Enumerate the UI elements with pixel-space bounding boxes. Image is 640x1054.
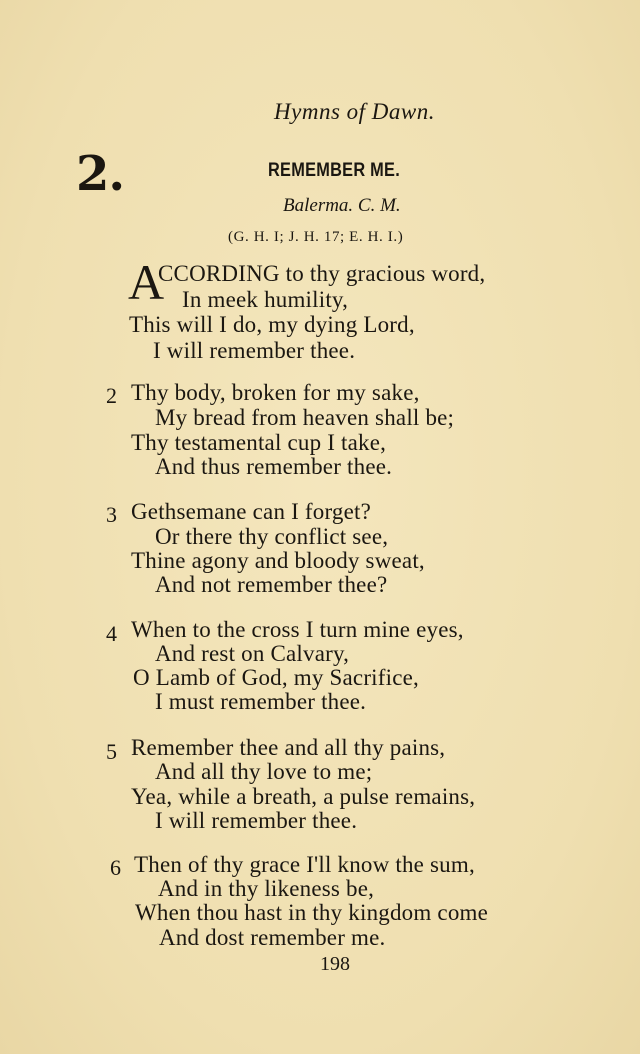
drop-cap: A	[128, 254, 165, 310]
verse-line: Then of thy grace I'll know the sum,	[134, 852, 475, 877]
hymn-references: (G. H. I; J. H. 17; E. H. I.)	[228, 229, 404, 245]
verse-line: Thy body, broken for my sake,	[131, 380, 420, 405]
verse-line: And dost remember me.	[159, 925, 386, 950]
verse-line: O Lamb of God, my Sacrifice,	[133, 665, 419, 690]
verse-line: Gethsemane can I forget?	[131, 499, 372, 524]
verse-line: And in thy likeness be,	[158, 876, 375, 901]
hymn-title: REMEMBER ME.	[268, 160, 401, 181]
verse-number: 4	[106, 621, 117, 646]
verse-number: 2	[106, 383, 117, 408]
verse-line: When thou hast in thy kingdom come	[135, 900, 489, 925]
verse-line: And rest on Calvary,	[155, 641, 350, 666]
verse-line: Remember thee and all thy pains,	[131, 735, 446, 760]
verse-line: I will remember thee.	[153, 338, 356, 363]
verse-line: I will remember thee.	[155, 808, 358, 833]
verse-line: Or there thy conflict see,	[155, 524, 389, 549]
verse-line: This will I do, my dying Lord,	[129, 312, 415, 337]
tune-name: Balerma. C. M.	[283, 195, 401, 216]
verse-line: My bread from heaven shall be;	[155, 405, 455, 430]
verse-line: When to the cross I turn mine eyes,	[131, 617, 464, 642]
verse-number: 6	[110, 855, 121, 880]
verse-line: Yea, while a breath, a pulse remains,	[131, 784, 476, 809]
verse-line: CCORDING to thy gracious word,	[158, 261, 486, 286]
verse-line: In meek humility,	[182, 287, 349, 312]
running-title: Hymns of Dawn.	[274, 99, 435, 124]
verse-line: Thy testamental cup I take,	[131, 430, 387, 455]
hymn-number: 2.	[76, 146, 125, 202]
page-number: 198	[320, 953, 350, 975]
verse-line: And not remember thee?	[155, 572, 388, 597]
verse-line: I must remember thee.	[155, 689, 367, 714]
verse-line: And thus remember thee.	[155, 454, 393, 479]
verse-line: Thine agony and bloody sweat,	[131, 548, 425, 573]
verse-number: 5	[106, 739, 117, 764]
verse-number: 3	[106, 502, 117, 527]
verse-line: And all thy love to me;	[155, 759, 373, 784]
